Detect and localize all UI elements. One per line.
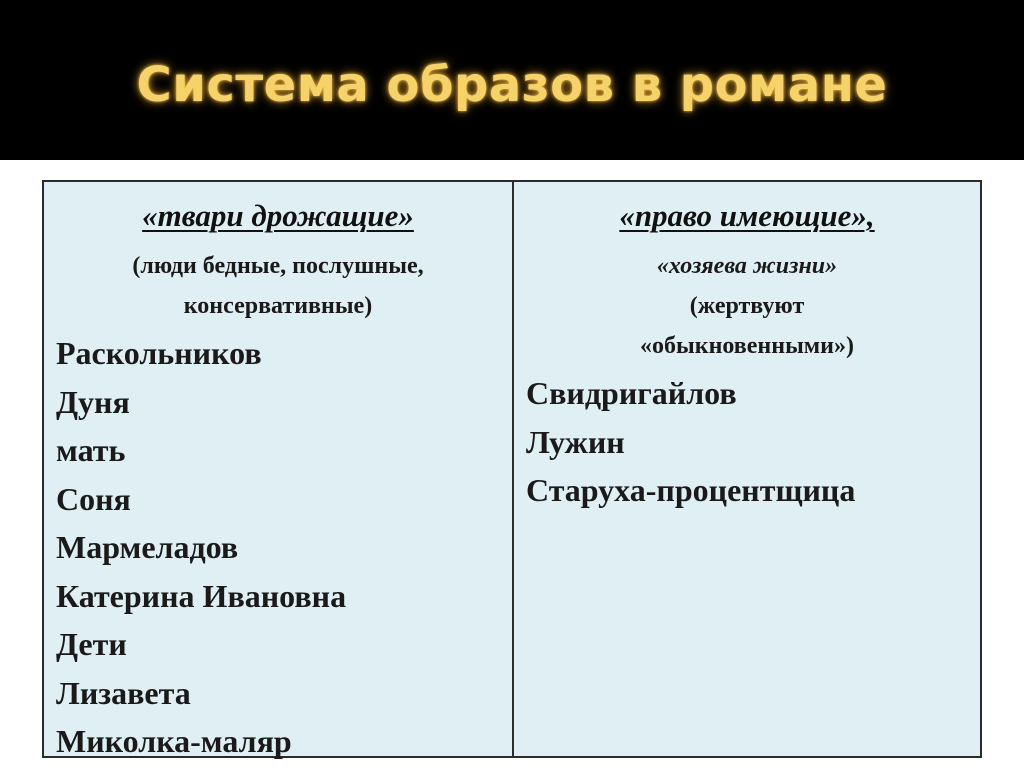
character-name: Мармеладов bbox=[56, 529, 239, 565]
character-list-left bbox=[56, 329, 346, 766]
column-heading-right: «право имеющие», bbox=[619, 198, 875, 233]
characters-table bbox=[42, 180, 982, 758]
column-having-the-right bbox=[514, 182, 980, 756]
character-name: Старуха-процентщица bbox=[526, 472, 856, 508]
character-name: Катерина Ивановна bbox=[56, 577, 347, 614]
character-name: Миколка-маляр bbox=[56, 723, 292, 759]
title-bar bbox=[0, 0, 1024, 160]
character-list-right bbox=[526, 369, 855, 515]
character-name: мать bbox=[56, 432, 126, 468]
column-trembling-creatures bbox=[44, 182, 514, 759]
character-name: Лизавета bbox=[56, 674, 191, 711]
column-heading-left: «твари дрожащие» bbox=[142, 198, 414, 233]
column-subtitle-left-line2: консервативные) bbox=[183, 293, 373, 319]
column-subtitle-right-line3: «обыкновенными») bbox=[640, 333, 854, 359]
character-name: Соня bbox=[56, 480, 131, 517]
slide-title: Система образов в романе bbox=[136, 57, 888, 113]
column-subtitle-right-line2: (жертвуют bbox=[689, 293, 805, 319]
character-name: Дети bbox=[56, 626, 127, 662]
character-name: Дуня bbox=[56, 383, 130, 420]
character-name: Лужин bbox=[526, 423, 625, 460]
character-name: Раскольников bbox=[56, 335, 262, 371]
column-subtitle-right-line1: «хозяева жизни» bbox=[656, 253, 838, 279]
column-subtitle-left-line1: (люди бедные, послушные, bbox=[132, 253, 424, 279]
character-name: Свидригайлов bbox=[526, 375, 737, 411]
